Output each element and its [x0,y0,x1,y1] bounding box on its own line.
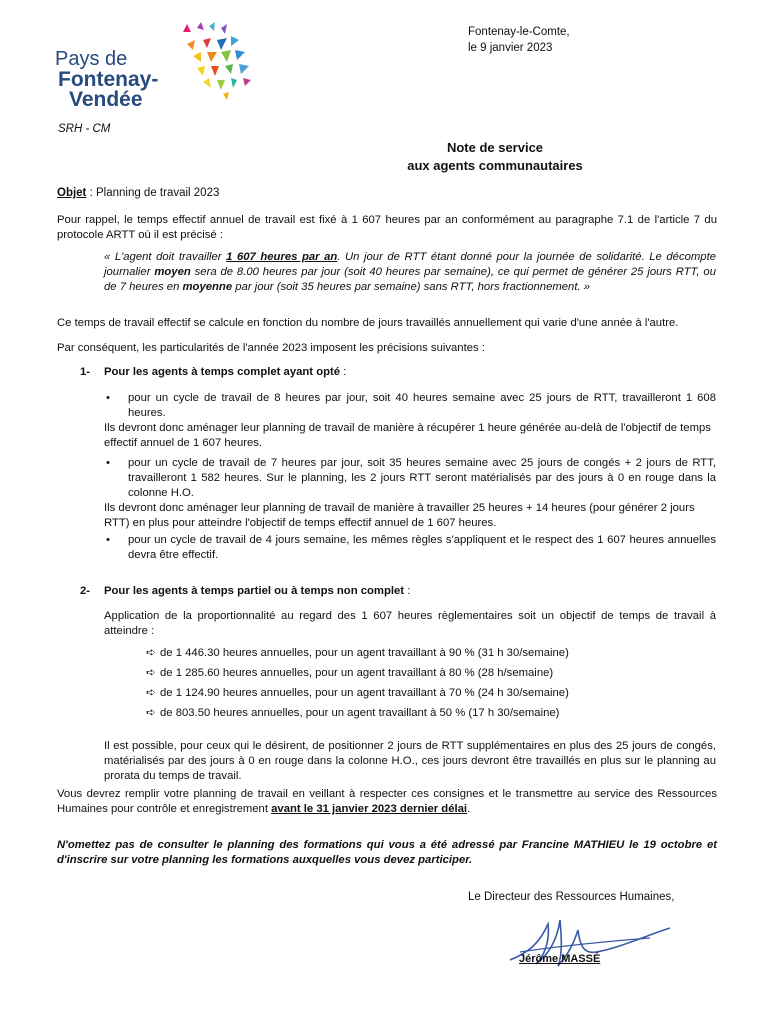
bullet-list-full-time [104,391,716,451]
quote-text: par jour (soit 35 heures par semaine) sans RTT, hors fractionnement. » [232,281,591,294]
subject-line [57,186,219,201]
section-colon: : [340,366,347,378]
proportionality-intro: Application de la proportionnalité au regard des 1 607 heures règlementaires soit un objectif de temps de travail à atteindre : [104,610,716,638]
logo-line-3: Vendée [69,88,143,112]
logo-stars-icon [173,22,273,112]
section-number: 1- [80,366,91,378]
list-item [146,646,569,661]
quote-text: sera de 8.00 heures par jour (soit 40 heures par semaine), ce qui permet de générer 25 jours RTT, ou de 7 heures en [104,266,716,294]
closing-paragraph [57,787,717,817]
arrow-right-icon: ➪ [146,667,156,679]
bullet-text: pour un cycle de travail de 4 jours semaine, les mêmes règles s'appliquent et le respect des 1 607 heures annuelles devra être effectif. [128,534,716,562]
bullet-followup: Ils devront donc aménager leur planning de travail de manière à récupérer 1 heure générée au-delà de l'objectif de temps effectif annuel de 1 607 heures. [104,422,711,450]
arrow-right-icon: ➪ [146,647,156,659]
paragraph-consequently: Par conséquent, les particularités de l'année 2023 imposent les précisions suivantes : [57,342,485,354]
list-item [104,533,716,563]
logo-line-1: Pays de [55,48,128,70]
list-item [104,391,716,421]
title-line-1: Note de service [446,140,544,155]
document-title [330,139,660,175]
paragraph-working-time: Ce temps de travail effectif se calcule en fonction du nombre de jours travaillés annuellement qui varie d'une année à l'autre. [57,317,679,329]
organization-logo [55,22,270,114]
signature-role: Le Directeur des Ressources Humaines, [468,891,675,903]
list-item [104,456,716,501]
arrow-right-icon: ➪ [146,687,156,699]
bullet-list-full-time-3 [104,533,716,563]
logo-wordmark [55,50,158,111]
quote-emphasis: moyen [154,266,191,279]
bullet-icon: • [106,457,110,469]
bullet-text: pour un cycle de travail de 8 heures par jour, soit 40 heures semaine avec 25 jours de RTT, travailleront 1 608 heures. [128,392,716,420]
subject-text: : Planning de travail 2023 [86,187,220,199]
section-colon: : [404,585,411,597]
closing-text: Vous devrez remplir votre planning de travail en veillant à respecter ces consignes et le transmettre au service des Ressources Humaines pour contrôle et enregistrement [57,788,717,816]
list-item-text: de 1 446.30 heures annuelles, pour un agent travaillant à 90 % (31 h 30/semaine) [160,647,569,659]
quote-emphasis: 1 607 heures par an [226,251,338,263]
quote-text: « L'agent doit travailler [104,251,227,263]
deadline: avant le 31 janvier 2023 dernier délai [271,803,468,816]
protocol-quote [104,250,716,295]
section-2-heading [80,584,410,599]
extra-rtt-paragraph: Il est possible, pour ceux qui le désirent, de positionner 2 jours de RTT supplémentaires en plus des 25 jours de congés, matérialisés par des jours à 0 en rouge dans la colonne H.O., ces jours devront être travaillés en plus sur le planning au prorata du temps de travail. [104,740,716,783]
title-line-2: aux agents communautaires [407,158,583,174]
bullet-icon: • [106,534,110,546]
date: le 9 janvier 2023 [468,41,553,54]
closing-end: . [467,803,471,816]
list-item-text: de 803.50 heures annuelles, pour un agent travaillant à 50 % (17 h 30/semaine) [160,707,560,719]
bullet-followup: Ils devront donc aménager leur planning de travail de manière à travailler 25 heures + 14 heures (pour générer 2 jours RTT) en plus pour atteindre l'objectif de temps effectif annuel de 1 607 heures. [104,502,695,530]
bullet-text: pour un cycle de travail de 7 heures par jour, soit 35 heures semaine avec 25 jours de congés + 2 jours de RTT, travailleront 1 582 heures. Sur le planning, les 2 jours RTT seront matérialisés par des jours à 0 en rouge dans la colonne H.O. [128,457,716,500]
bullet-list-full-time-2 [104,456,716,531]
section-title: Pour les agents à temps partiel ou à temps non complet [104,585,405,597]
list-item-text: de 1 285.60 heures annuelles, pour un agent travaillant à 80 % (28 h/semaine) [160,667,554,679]
logo-line-2: Fontenay- [58,67,159,91]
arrow-right-icon: ➪ [146,707,156,719]
list-item [146,686,569,701]
service-reference: SRH - CM [58,123,111,135]
list-item [146,706,559,721]
signatory-name: Jérôme MASSÉ [519,953,601,965]
place: Fontenay-le-Comte, [468,26,570,38]
list-item [146,666,553,681]
quote-text: . Un jour de RTT étant donné pour la journée de solidarité. Le décompte journalier [104,251,716,279]
section-number: 2- [80,585,91,597]
place-and-date [468,25,570,56]
section-1-heading [80,365,346,380]
training-note: N'omettez pas de consulter le planning des formations qui vous a été adressé par Francine MATHIEU le 19 octobre et d'inscrire sur votre planning les formations auxquelles vous devez participer. [57,839,717,867]
subject-label: Objet [57,187,87,199]
section-title: Pour les agents à temps complet ayant opté [104,366,341,378]
bullet-icon: • [106,392,110,404]
intro-paragraph: Pour rappel, le temps effectif annuel de travail est fixé à 1 607 heures par an conformément au paragraphe 7.1 de l'article 7 du protocole ARTT où il est précisé : [57,214,717,242]
quote-emphasis: moyenne [182,281,233,294]
list-item-text: de 1 124.90 heures annuelles, pour un agent travaillant à 70 % (24 h 30/semaine) [160,687,569,699]
